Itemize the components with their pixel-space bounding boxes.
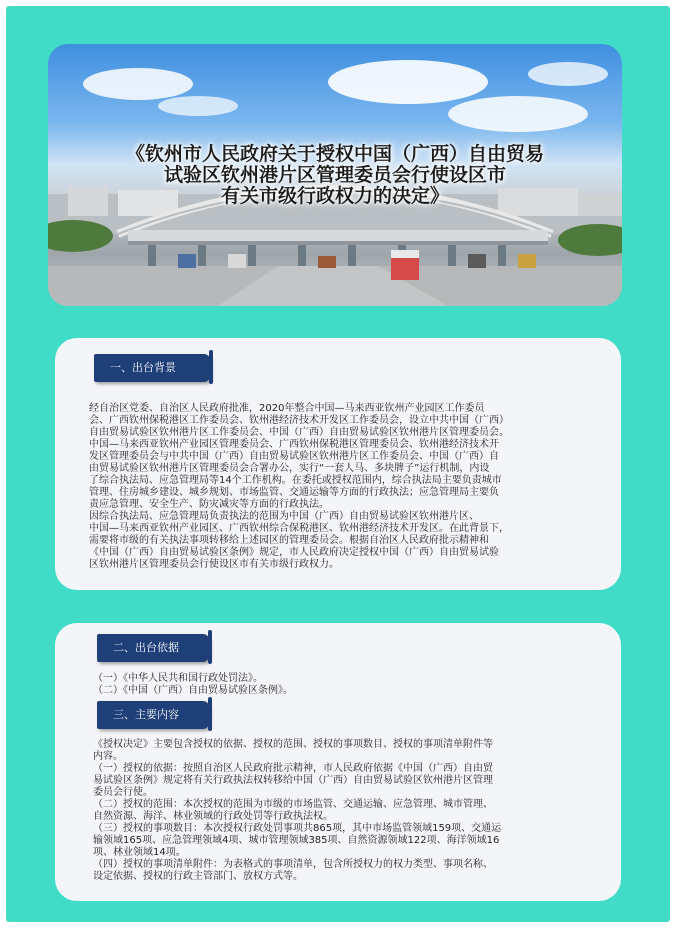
- basis-and-content-card: [55, 623, 621, 901]
- background-body-text: 经自治区党委、自治区人民政府批准，2020年整合中国—马来西亚钦州产业园区工作委员 会、广西钦州保税港区工作委员会、钦州港经济技术开发区工作委员会，设立中共中国（广西） 自由贸易试验区钦州港片区工作委员会、中国（广西）自由贸易试验区钦州港片区管理委员会。 中国—马来西亚钦州产业园区管理委员会、广西钦州保税港区管理委员会、钦州港经济技术开 发区管理委员会与中共中国（广西）自由贸易试验区钦州港片区工作委员会、中国（广西）自 由贸易试验区钦州港片区管理委员会合署办公，实行“一套人马、多块牌子”运行机制，内设 了综合执法局、应急管理局等14个工作机构。在委托或授权范围内，综合执法局主要负责城市 管理、住房城乡建设、城乡规划、市场监管、交通运输等方面的行政执法；应急管理局主要负 责应急管理、安全生产、防灾减灾等方面的行政执法。 因综合执法局、应急管理局负责执法的范围为中国（广西）自由贸易试验区钦州港片区、 中国—马来西亚钦州产业园区、广西钦州综合保税港区、钦州港经济技术开发区。在此背景下， 需要将市级的有关执法事项转移给上述园区的管理委员会。根据自治区人民政府批示精神和 《中国（广西）自由贸易试验区条例》规定，市人民政府决定授权中国（广西）自由贸易试验 区钦州港片区管理委员会行使设区市有关市级行政权力。: [89, 403, 509, 570]
- page-title: 《钦州市人民政府关于授权中国（广西）自由贸易 试验区钦州港片区管理委员会行使设区市 有关市级行政权力的决定》: [125, 143, 544, 207]
- section-heading-basis: 二、出台依据: [97, 634, 209, 662]
- background-card: [55, 338, 621, 590]
- section-heading-background: 一、出台背景: [94, 354, 210, 382]
- basis-list: （一）《中华人民共和国行政处罚法》。 （二）《中国（广西）自由贸易试验区条例》。: [93, 673, 293, 696]
- section-heading-content: 三、主要内容: [97, 701, 209, 729]
- content-body-text: 《授权决定》主要包含授权的依据、授权的范围、授权的事项数目、授权的事项清单附件等 内容。 （一）授权的依据：按照自治区人民政府批示精神，市人民政府依据《中国（广西）自由贸 易试验区条例》规定将有关行政执法权转移给中国（广西）自由贸易试验区钦州港片区管理 委员会行使。 （二）授权的范围：本次授权的范围为市级的市场监管、交通运输、应急管理、城市管理、 自然资源、海洋、林业领域的行政处罚等行政执法权。 （三）授权的事项数目：本次授权行政处罚事项共865项，其中市场监管领域159项、交通运 输领域165项、应急管理领域4项、城市管理领域385项、自然资源领域122项、海洋领域16 项、林业领域14项。 （四）授权的事项清单附件：为表格式的事项清单，包含所授权力的权力类型、事项名称、 设定依据、授权的行政主管部门、放权方式等。: [93, 739, 502, 882]
- hero-banner: [48, 44, 622, 306]
